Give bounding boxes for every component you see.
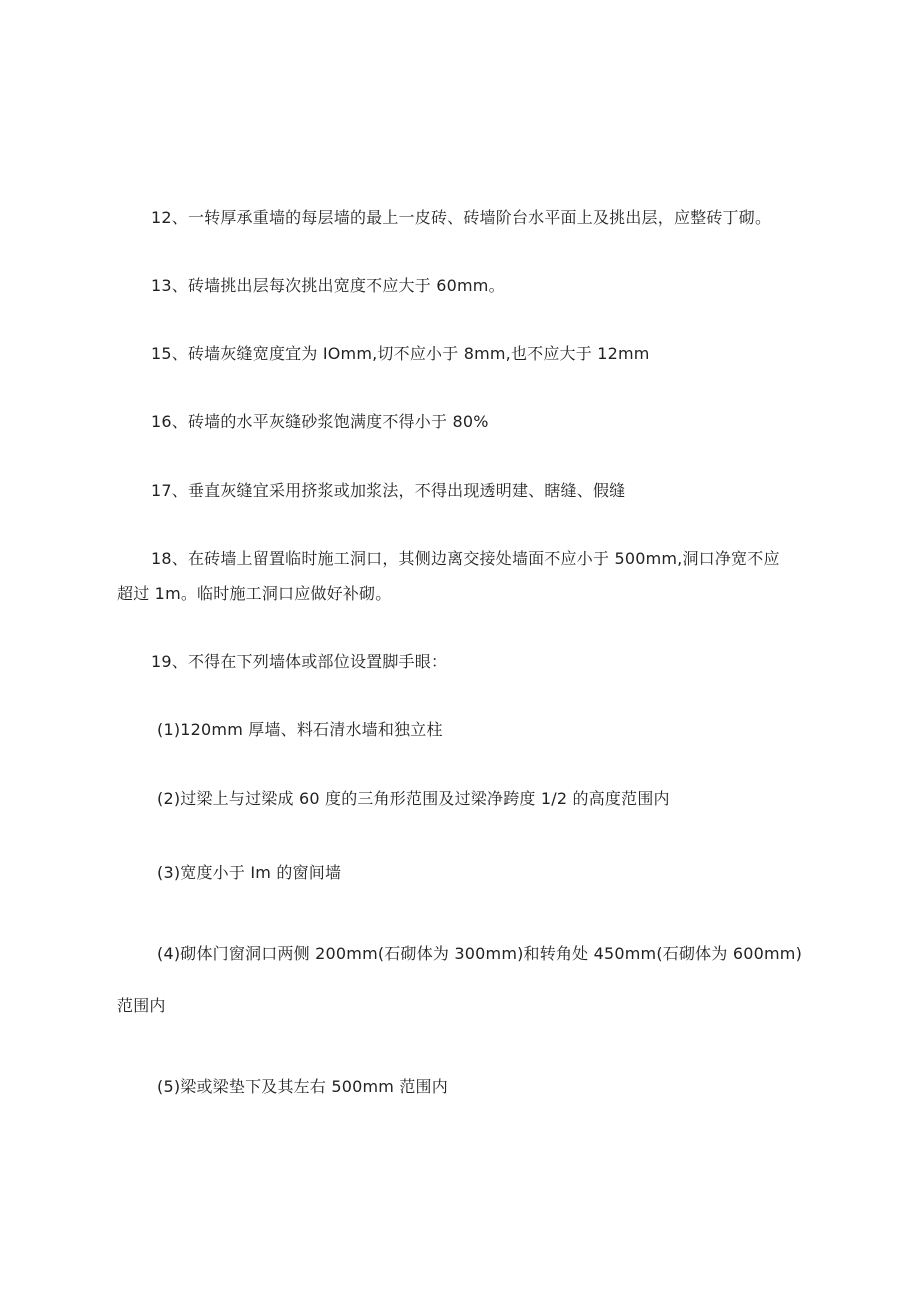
subitem-4-line-2: 范围内 — [117, 996, 166, 1015]
item-18-line-2: 超过 1m。临时施工洞口应做好补砌。 — [117, 584, 392, 603]
subitem-1-line: (1)120mm 厚墙、料石清水墙和独立柱 — [157, 720, 443, 739]
item-13-line: 13、砖墙挑出层每次挑出宽度不应大于 60mm。 — [151, 276, 505, 295]
item-16-line: 16、砖墙的水平灰缝砂浆饱满度不得小于 80% — [151, 412, 489, 431]
subitem-4-line-1: (4)砌体门窗洞口两侧 200mm(石砌体为 300mm)和转角处 450mm(石砌体为 600mm) — [157, 944, 803, 963]
subitem-2-line: (2)过梁上与过梁成 60 度的三角形范围及过梁净跨度 1/2 的高度范围内 — [157, 789, 670, 808]
item-15-line: 15、砖墙灰缝宽度宜为 IOmm,切不应小于 8mm,也不应大于 12mm — [151, 344, 650, 363]
item-17-line: 17、垂直灰缝宜采用挤浆或加浆法，不得出现透明建、瞎缝、假缝 — [151, 481, 626, 500]
subitem-5-line: (5)梁或梁垫下及其左右 500mm 范围内 — [157, 1077, 448, 1096]
subitem-3-line: (3)宽度小于 Im 的窗间墙 — [157, 863, 342, 882]
item-18-line-1: 18、在砖墙上留置临时施工洞口，其侧边离交接处墙面不应小于 500mm,洞口净宽不应 — [151, 549, 780, 568]
item-19-line: 19、不得在下列墙体或部位设置脚手眼： — [151, 652, 448, 671]
item-12-line: 12、一转厚承重墙的每层墙的最上一皮砖、砖墙阶台水平面上及挑出层，应整砖丁砌。 — [151, 208, 772, 227]
